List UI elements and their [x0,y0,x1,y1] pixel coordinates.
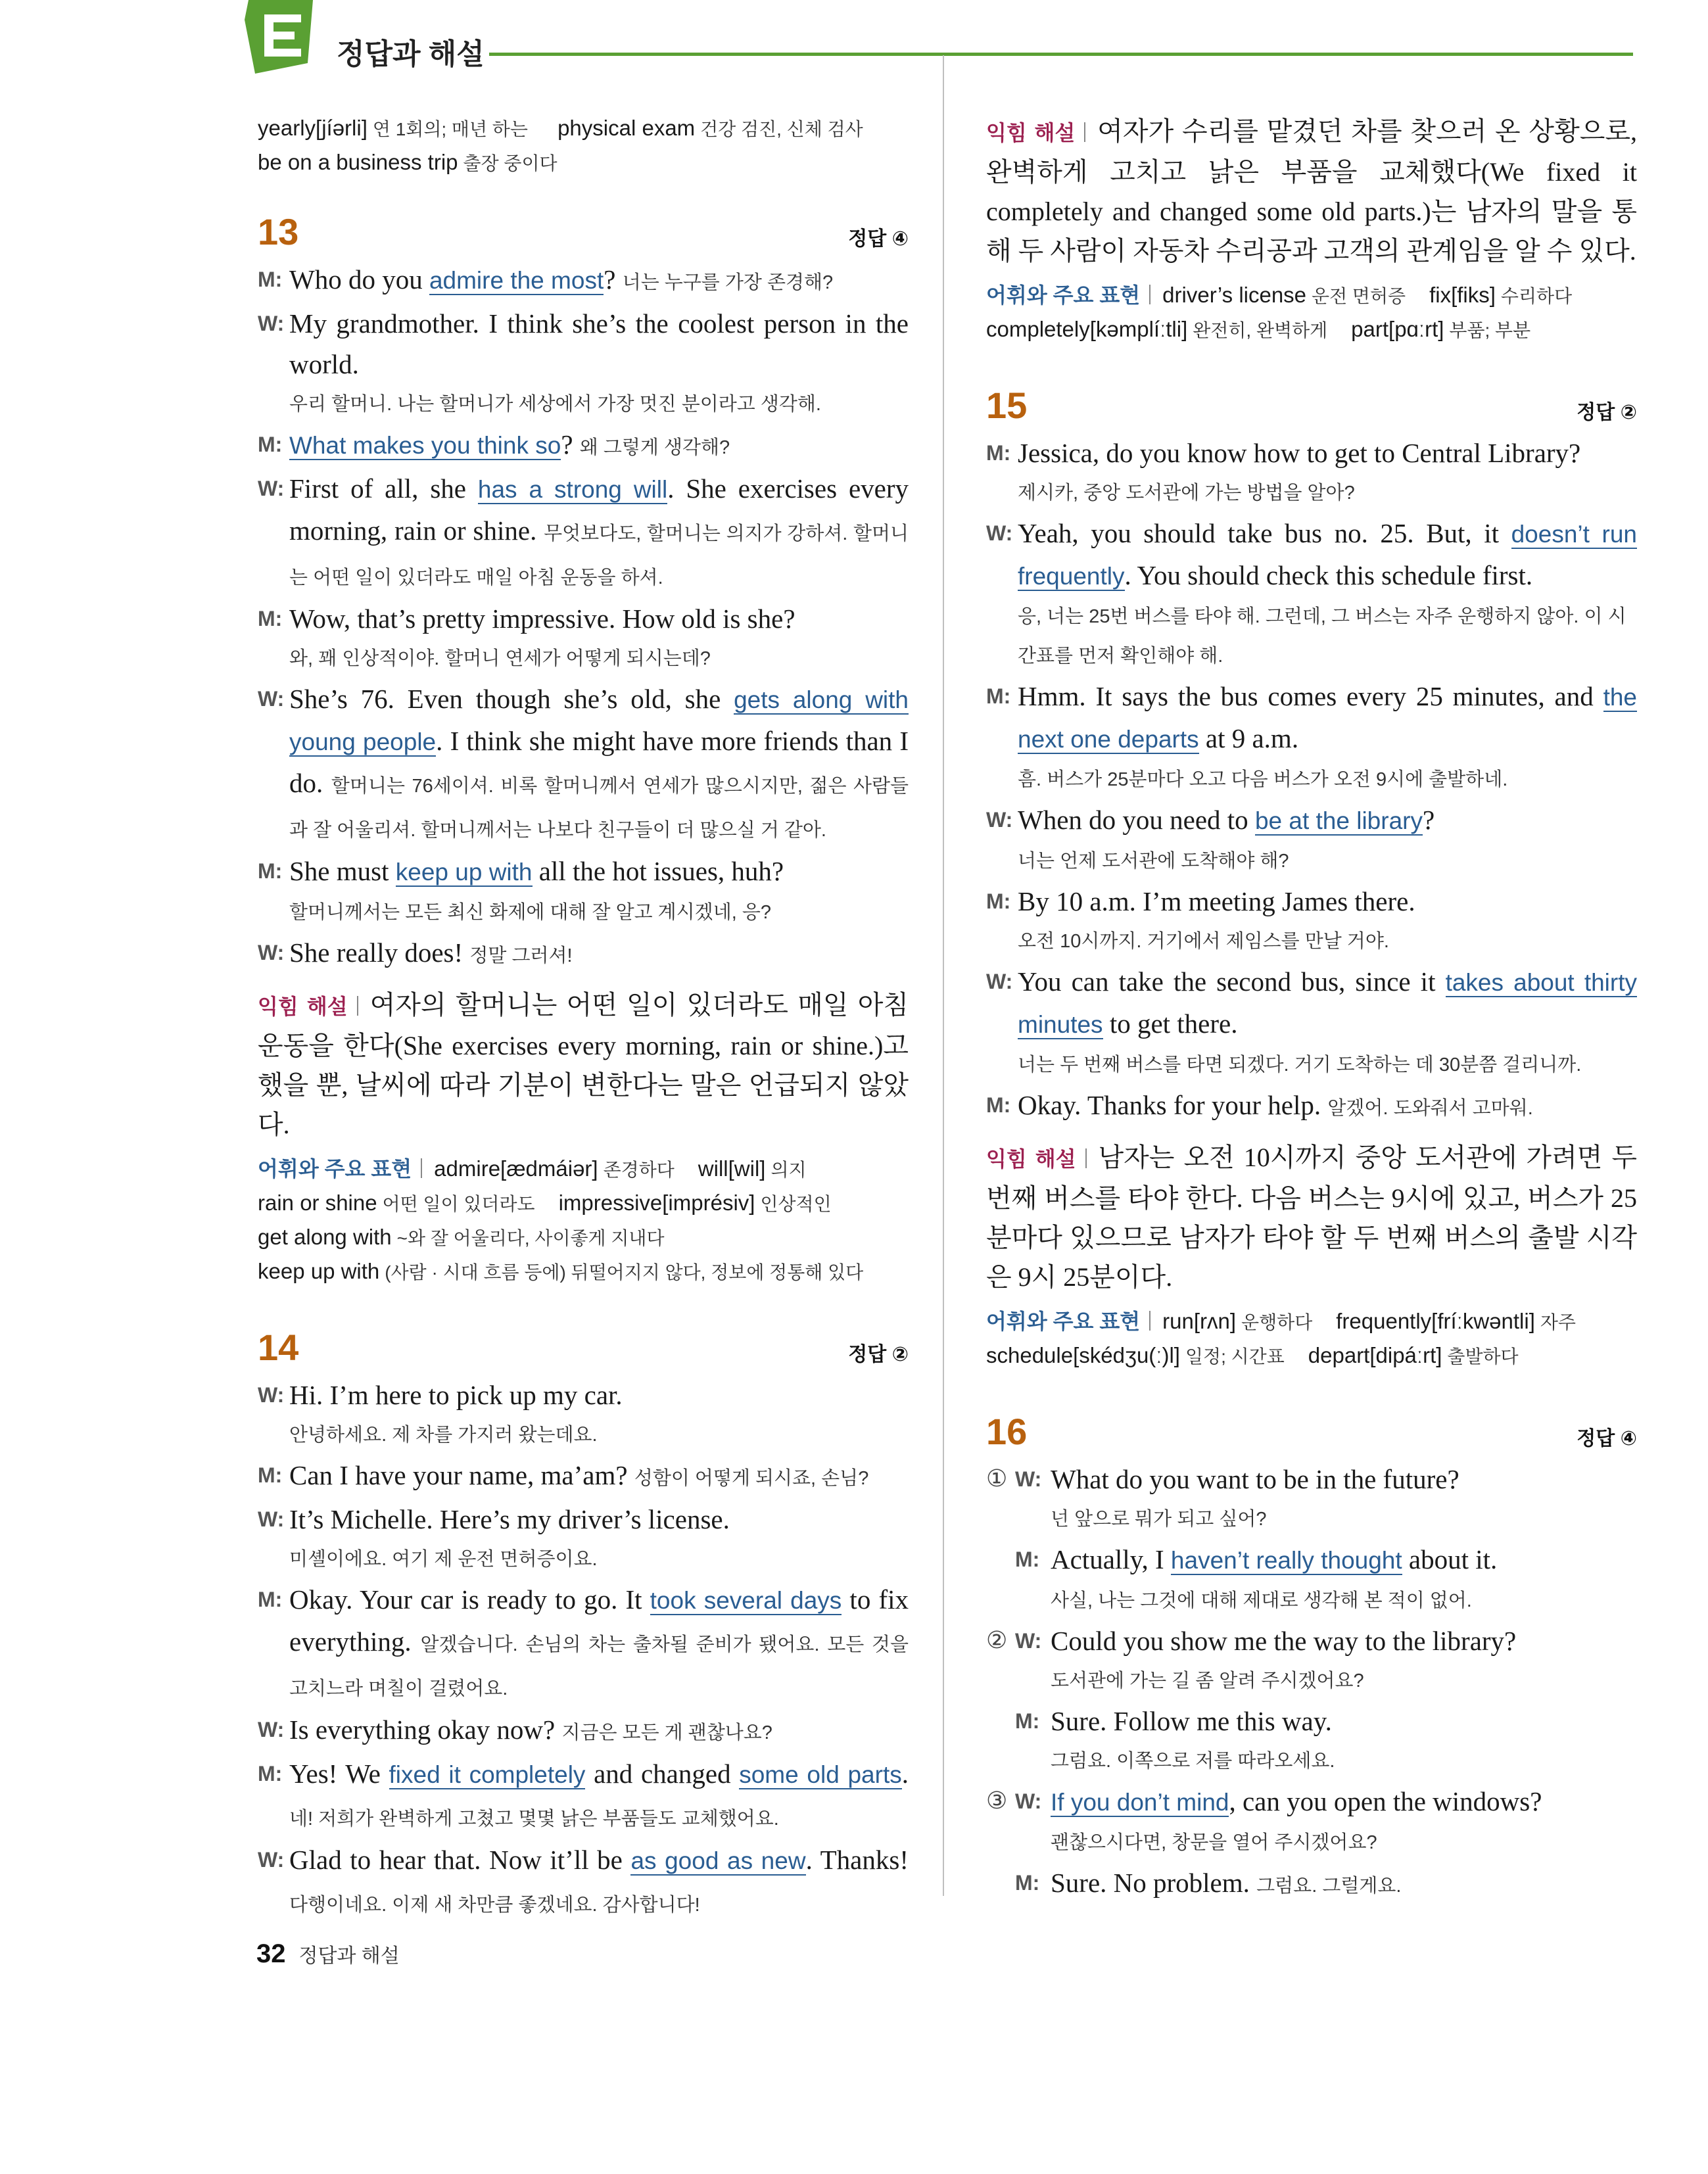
dialogue-line: M: Jessica, do you know how to get to Central Library? [986,433,1637,473]
vocab-meaning: 출발하다 [1447,1346,1519,1367]
translation: 사실, 나는 그것에 대해 제대로 생각해 본 적이 없어. [1051,1590,1472,1611]
option-number: ① [986,1465,1008,1492]
dialogue-line: M: Okay. Thanks for your help. 알겠어. 도와줘서 고마워. [986,1085,1637,1129]
translation: 네! 저희가 완벽하게 고쳤고 몇몇 낡은 부품들도 교체했어요. [289,1808,779,1830]
speaker: W: [1015,1629,1042,1653]
translation: 미셸이에요. 여기 제 운전 면허증이요. [289,1549,598,1570]
question-14-header [258,1326,909,1375]
vocab-term: depart[dipáːrt] [1308,1343,1442,1367]
translation: 그럼요. 이쪽으로 저를 따라오세요. [1051,1751,1335,1772]
speaker: M: [258,607,283,630]
dialogue-line: M: Can I have your name, ma’am? 성함이 어떻게 되시죠, 손님? [258,1455,909,1499]
question-16-header [986,1410,1637,1459]
translation: 왜 그렇게 생각해? [579,437,730,458]
dialogue-line: W: It’s Michelle. Here’s my driver’s license. [258,1499,909,1540]
speaker: M: [258,268,283,291]
header-title: 정답과 해설 [337,38,485,70]
vocab-meaning: 완전히, 완벽하게 [1193,320,1328,341]
vocab-meaning: 의지 [771,1160,807,1180]
vocab-meaning: 운행하다 [1241,1312,1313,1333]
dialogue-line: W: She’s 76. Even though she’s old, she gets along with young people. I think she might have more friends than I do. 할머니는 76세이셔. 비록 할머니께서 연세가 많으시지만, 젊은 사람들과 잘 어울리셔. 할머니께서는 나보다 친구들이 더 많으실 거 같아. [258,678,909,851]
key-phrase: What makes you think so [289,432,561,459]
translation: 흠. 버스가 25분마다 오고 다음 버스가 오전 9시에 출발하네. [1018,769,1508,790]
speaker: M: [986,441,1011,465]
dialogue-line: M: Hmm. It says the bus comes every 25 minutes, and the next one departs at 9 a.m. [986,676,1637,760]
translation: 넌 앞으로 뭐가 되고 싶어? [1051,1509,1267,1530]
speaker: W: [986,521,1013,545]
right-column [986,112,1637,1906]
speaker: W: [986,970,1013,993]
answer-label: 정답 ② [848,1344,909,1365]
answer-label: 정답 ② [1577,402,1637,423]
question-13-header [258,210,909,259]
option-1-reply: M: Actually, I haven’t really thought about it. [986,1539,1637,1581]
vocab-meaning: 운전 면허증 [1312,286,1406,306]
translation: 안녕하세요. 제 차를 가지러 왔는데요. [289,1425,598,1446]
speaker: M: [1015,1709,1040,1733]
speaker: W: [258,941,285,964]
vocab-meaning: 건강 검진, 신체 검사 [700,119,863,139]
vocab-meaning: 자주 [1540,1312,1576,1333]
speaker: M: [986,1093,1011,1117]
option-number: ③ [986,1787,1008,1814]
vocab-meaning: 연 1회의; 매년 하는 [372,119,528,139]
speaker: W: [258,312,285,335]
vocab-tag: 어휘와 주요 표현 [986,283,1141,307]
translation: 지금은 모든 게 괜찮나요? [561,1722,772,1743]
dialogue-line: M: She must keep up with all the hot issues, huh? [258,851,909,893]
vocab-term: impressive[imprésiv] [558,1191,755,1215]
key-phrase: as good as new [630,1847,806,1874]
speaker: M: [986,684,1011,708]
top-vocab [258,112,909,180]
speaker: W: [258,1848,285,1872]
vocab-term: frequently[fríːkwəntli] [1336,1309,1535,1333]
translation: 도서관에 가는 길 좀 알려 주시겠어요? [1051,1670,1364,1691]
translation: 우리 할머니. 나는 할머니가 세상에서 가장 멋진 분이라고 생각해. [289,394,821,415]
dialogue-line: M: What makes you think so? 왜 그렇게 생각해? [258,424,909,468]
key-phrase: takes about thirty minutes [1018,969,1638,1038]
dialogue-line: W: She really does! 정말 그러셔! [258,932,909,976]
vocab-meaning: 수리하다 [1500,286,1573,306]
vocab-meaning: ~와 잘 어울리다, 사이좋게 지내다 [396,1228,665,1248]
speaker: W: [258,1383,285,1407]
dialogue-line: W: You can take the second bus, since it takes about thirty minutes to get there. [986,961,1637,1045]
vocab-term: yearly[jíərli] [258,116,368,140]
speaker: M: [258,1463,283,1487]
speaker: W: [258,1718,285,1741]
question-number: 14 [258,1327,299,1368]
speaker: W: [1015,1789,1042,1813]
key-phrase: If you don’t mind [1051,1789,1229,1816]
speaker: W: [1015,1467,1042,1491]
speaker: M: [258,1588,283,1611]
vocab-term: physical exam [557,116,696,140]
vocab-meaning: 일정; 시간표 [1185,1346,1285,1367]
vocab-term: be on a business trip [258,150,458,174]
option-2: ② W: Could you show me the way to the library? [986,1620,1637,1661]
option-1: ① W: What do you want to be in the future? [986,1459,1637,1500]
translation: 괜찮으시다면, 창문을 열어 주시겠어요? [1051,1832,1377,1853]
option-2-reply: M: Sure. Follow me this way. [986,1701,1637,1741]
vocab-term: completely[kəmplíːtli] [986,317,1188,341]
key-phrase: be at the library [1254,807,1423,834]
question-number: 16 [986,1411,1028,1452]
explanation-tag: 익힘 해설 [258,995,348,1018]
vocab-meaning: 인상적인 [760,1194,832,1214]
speaker: M: [1015,1548,1040,1571]
vocab-tag: 어휘와 주요 표현 [986,1310,1141,1333]
question-number: 15 [986,385,1028,426]
vocab-term: will[wil] [698,1156,766,1181]
explanation-tag: 익힘 해설 [986,121,1076,145]
dialogue-line: W: My grandmother. I think she’s the coolest person in the world. [258,303,909,385]
translation: 할머니께서는 모든 최신 화제에 대해 잘 알고 계시겠네, 응? [289,902,771,923]
dialogue-line: W: Hi. I’m here to pick up my car. [258,1375,909,1415]
vocab-term: get along with [258,1225,392,1249]
explanation-tag: 익힘 해설 [986,1147,1076,1171]
answer-label: 정답 ④ [848,228,909,250]
header-rule [489,53,1633,56]
key-phrase: the next one departs [1018,684,1637,753]
translation: 응, 너는 25번 버스를 타야 해. 그런데, 그 버스는 자주 운행하지 않아. 이 시간표를 먼저 확인해야 해. [1018,606,1626,667]
dialogue-line: M: By 10 a.m. I’m meeting James there. [986,881,1637,922]
translation: 다행이네요. 이제 새 차만큼 좋겠네요. 감사합니다! [289,1895,700,1916]
speaker: W: [258,687,285,711]
option-3-reply: M: Sure. No problem. 그럼요. 그럴게요. [986,1862,1637,1906]
page-number: 32 [256,1939,286,1968]
translation: 오전 10시까지. 거기에서 제임스를 만날 거야. [1018,931,1389,952]
translation: 그럼요. 그럴게요. [1256,1876,1402,1897]
vocab-term: keep up with [258,1259,380,1283]
translation: 와, 꽤 인상적이야. 할머니 연세가 어떻게 되시는데? [289,648,711,669]
key-phrase: took several days [650,1587,842,1614]
vocab-meaning: 부품; 부분 [1449,320,1531,341]
page-footer [256,1939,400,1969]
vocab-term: part[pɑːrt] [1351,317,1444,341]
vocab-tag: 어휘와 주요 표현 [258,1157,412,1181]
dialogue-line: M: Okay. Your car is ready to go. It took several days to fix everything. 알겠습니다. 손님의 차는 출차될 준비가 됐어요. 모든 것을 고치느라 며칠이 걸렸어요. [258,1579,909,1709]
option-number: ② [986,1627,1008,1654]
speaker: M: [986,889,1011,913]
speaker: M: [1015,1871,1040,1895]
vocab-meaning: 존경하다 [603,1160,675,1180]
speaker: M: [258,433,283,456]
vocab-meaning: (사람 · 시대 흐름 등에) 뒤떨어지지 않다, 정보에 정통해 있다 [385,1262,864,1283]
translation: 알겠습니다. 손님의 차는 출차될 준비가 됐어요. 모든 것을 고치느라 며칠이 걸렸어요. [289,1634,909,1699]
translation: 너는 두 번째 버스를 타면 되겠다. 거기 도착하는 데 30분쯤 걸리니까. [1018,1054,1582,1075]
vocab-meaning: 어떤 일이 있더라도 [382,1194,535,1214]
translation: 할머니는 76세이셔. 비록 할머니께서 연세가 많으시지만, 젊은 사람들과 잘 어울리셔. 할머니께서는 나보다 친구들이 더 많으실 거 같아. [289,776,909,841]
section-logo-icon [245,0,323,78]
translation: 성함이 어떻게 되시죠, 손님? [634,1468,869,1489]
vocab-term: admire[ædmáiər] [434,1156,598,1181]
dialogue-line: M: Wow, that’s pretty impressive. How old is she? [258,598,909,639]
footer-title: 정답과 해설 [298,1945,400,1967]
left-column [258,112,909,1926]
translation: 너는 언제 도서관에 도착해야 해? [1018,851,1289,872]
vocab-list [986,1305,1637,1373]
dialogue-line: W: Glad to hear that. Now it’ll be as good as new. Thanks! 다행이네요. 이제 새 차만큼 좋겠네요. 감사합니다! [258,1839,909,1926]
vocab-term: driver’s license [1162,283,1307,307]
vocab-term: schedule[skédʒu(ː)l] [986,1343,1180,1367]
dialogue-line: W: Is everything okay now? 지금은 모든 게 괜찮나요? [258,1709,909,1753]
key-phrase: admire the most [429,267,604,294]
vocab-term: run[rʌn] [1162,1309,1237,1333]
translation: 제시카, 중앙 도서관에 가는 방법을 알아? [1018,483,1355,504]
vocab-meaning: 출장 중이다 [463,153,557,174]
key-phrase: has a strong will [477,476,668,503]
translation: 정말 그러셔! [469,945,573,966]
key-phrase: some old parts [739,1761,902,1788]
speaker: W: [258,477,285,500]
key-phrase: keep up with [395,859,533,886]
vocab-list [258,1152,909,1289]
explanation: 익힘 해설 여자의 할머니는 어떤 일이 있더라도 매일 아침 운동을 한다(She exercises every morning, rain or shine.)고 했을 뿐, 날씨에 따라 기분이 변한다는 말은 언급되지 않았다. [258,990,909,1139]
key-phrase: gets along with young people [289,686,909,755]
key-phrase: doesn’t run frequently [1018,521,1637,590]
dialogue-line: W: First of all, she has a strong will. She exercises every morning, rain or shine. 무엇보다도, 할머니는 의지가 강하셔. 할머니는 어떤 일이 있더라도 매일 아침 운동을 하셔. [258,468,909,598]
explanation: 익힘 해설 남자는 오전 10시까지 중앙 도서관에 가려면 두 번째 버스를 타야 한다. 다음 버스는 9시에 있고, 버스가 25분마다 있으므로 남자가 타야 할 두 번째 버스의 출발 시각은 9시 25분이다. [986,1143,1637,1292]
key-phrase: haven’t really thought [1170,1547,1402,1574]
translation: 알겠어. 도와줘서 고마워. [1327,1098,1533,1119]
dialogue-line: M: Who do you admire the most? 너는 누구를 가장 존경해? [258,259,909,303]
vocab-list [986,279,1637,347]
explanation: 익힘 해설 여자가 수리를 맡겼던 차를 찾으러 온 상황으로, 완벽하게 고치고 낡은 부품을 교체했다(We fixed it completely and changed some old parts.)는 남자의 말을 통해 두 사람이 자동차 수리공과 고객의 관계임을 알 수 있다. [986,116,1637,266]
speaker: W: [258,1507,285,1531]
dialogue-line: W: Yeah, you should take bus no. 25. But, it doesn’t run frequently. You should check this schedule first. [986,513,1637,597]
translation: 너는 누구를 가장 존경해? [622,272,834,293]
vocab-term: rain or shine [258,1191,377,1215]
question-number: 13 [258,211,299,252]
speaker: M: [258,859,283,883]
column-divider [943,55,944,1896]
speaker: M: [258,1762,283,1785]
key-phrase: fixed it completely [389,1761,586,1788]
answer-label: 정답 ④ [1577,1428,1637,1450]
vocab-term: fix[fiks] [1429,283,1496,307]
question-15-header [986,384,1637,433]
dialogue-line: M: Yes! We fixed it completely and changed some old parts. 네! 저희가 완벽하게 고쳤고 몇몇 낡은 부품들도 교체했어요. [258,1753,909,1839]
speaker: W: [986,808,1013,832]
option-3: ③ W: If you don’t mind, can you open the windows? [986,1781,1637,1823]
translation: 무엇보다도, 할머니는 의지가 강하셔. 할머니는 어떤 일이 있더라도 매일 아침 운동을 하셔. [289,523,909,588]
dialogue-line: W: When do you need to be at the library? [986,799,1637,841]
